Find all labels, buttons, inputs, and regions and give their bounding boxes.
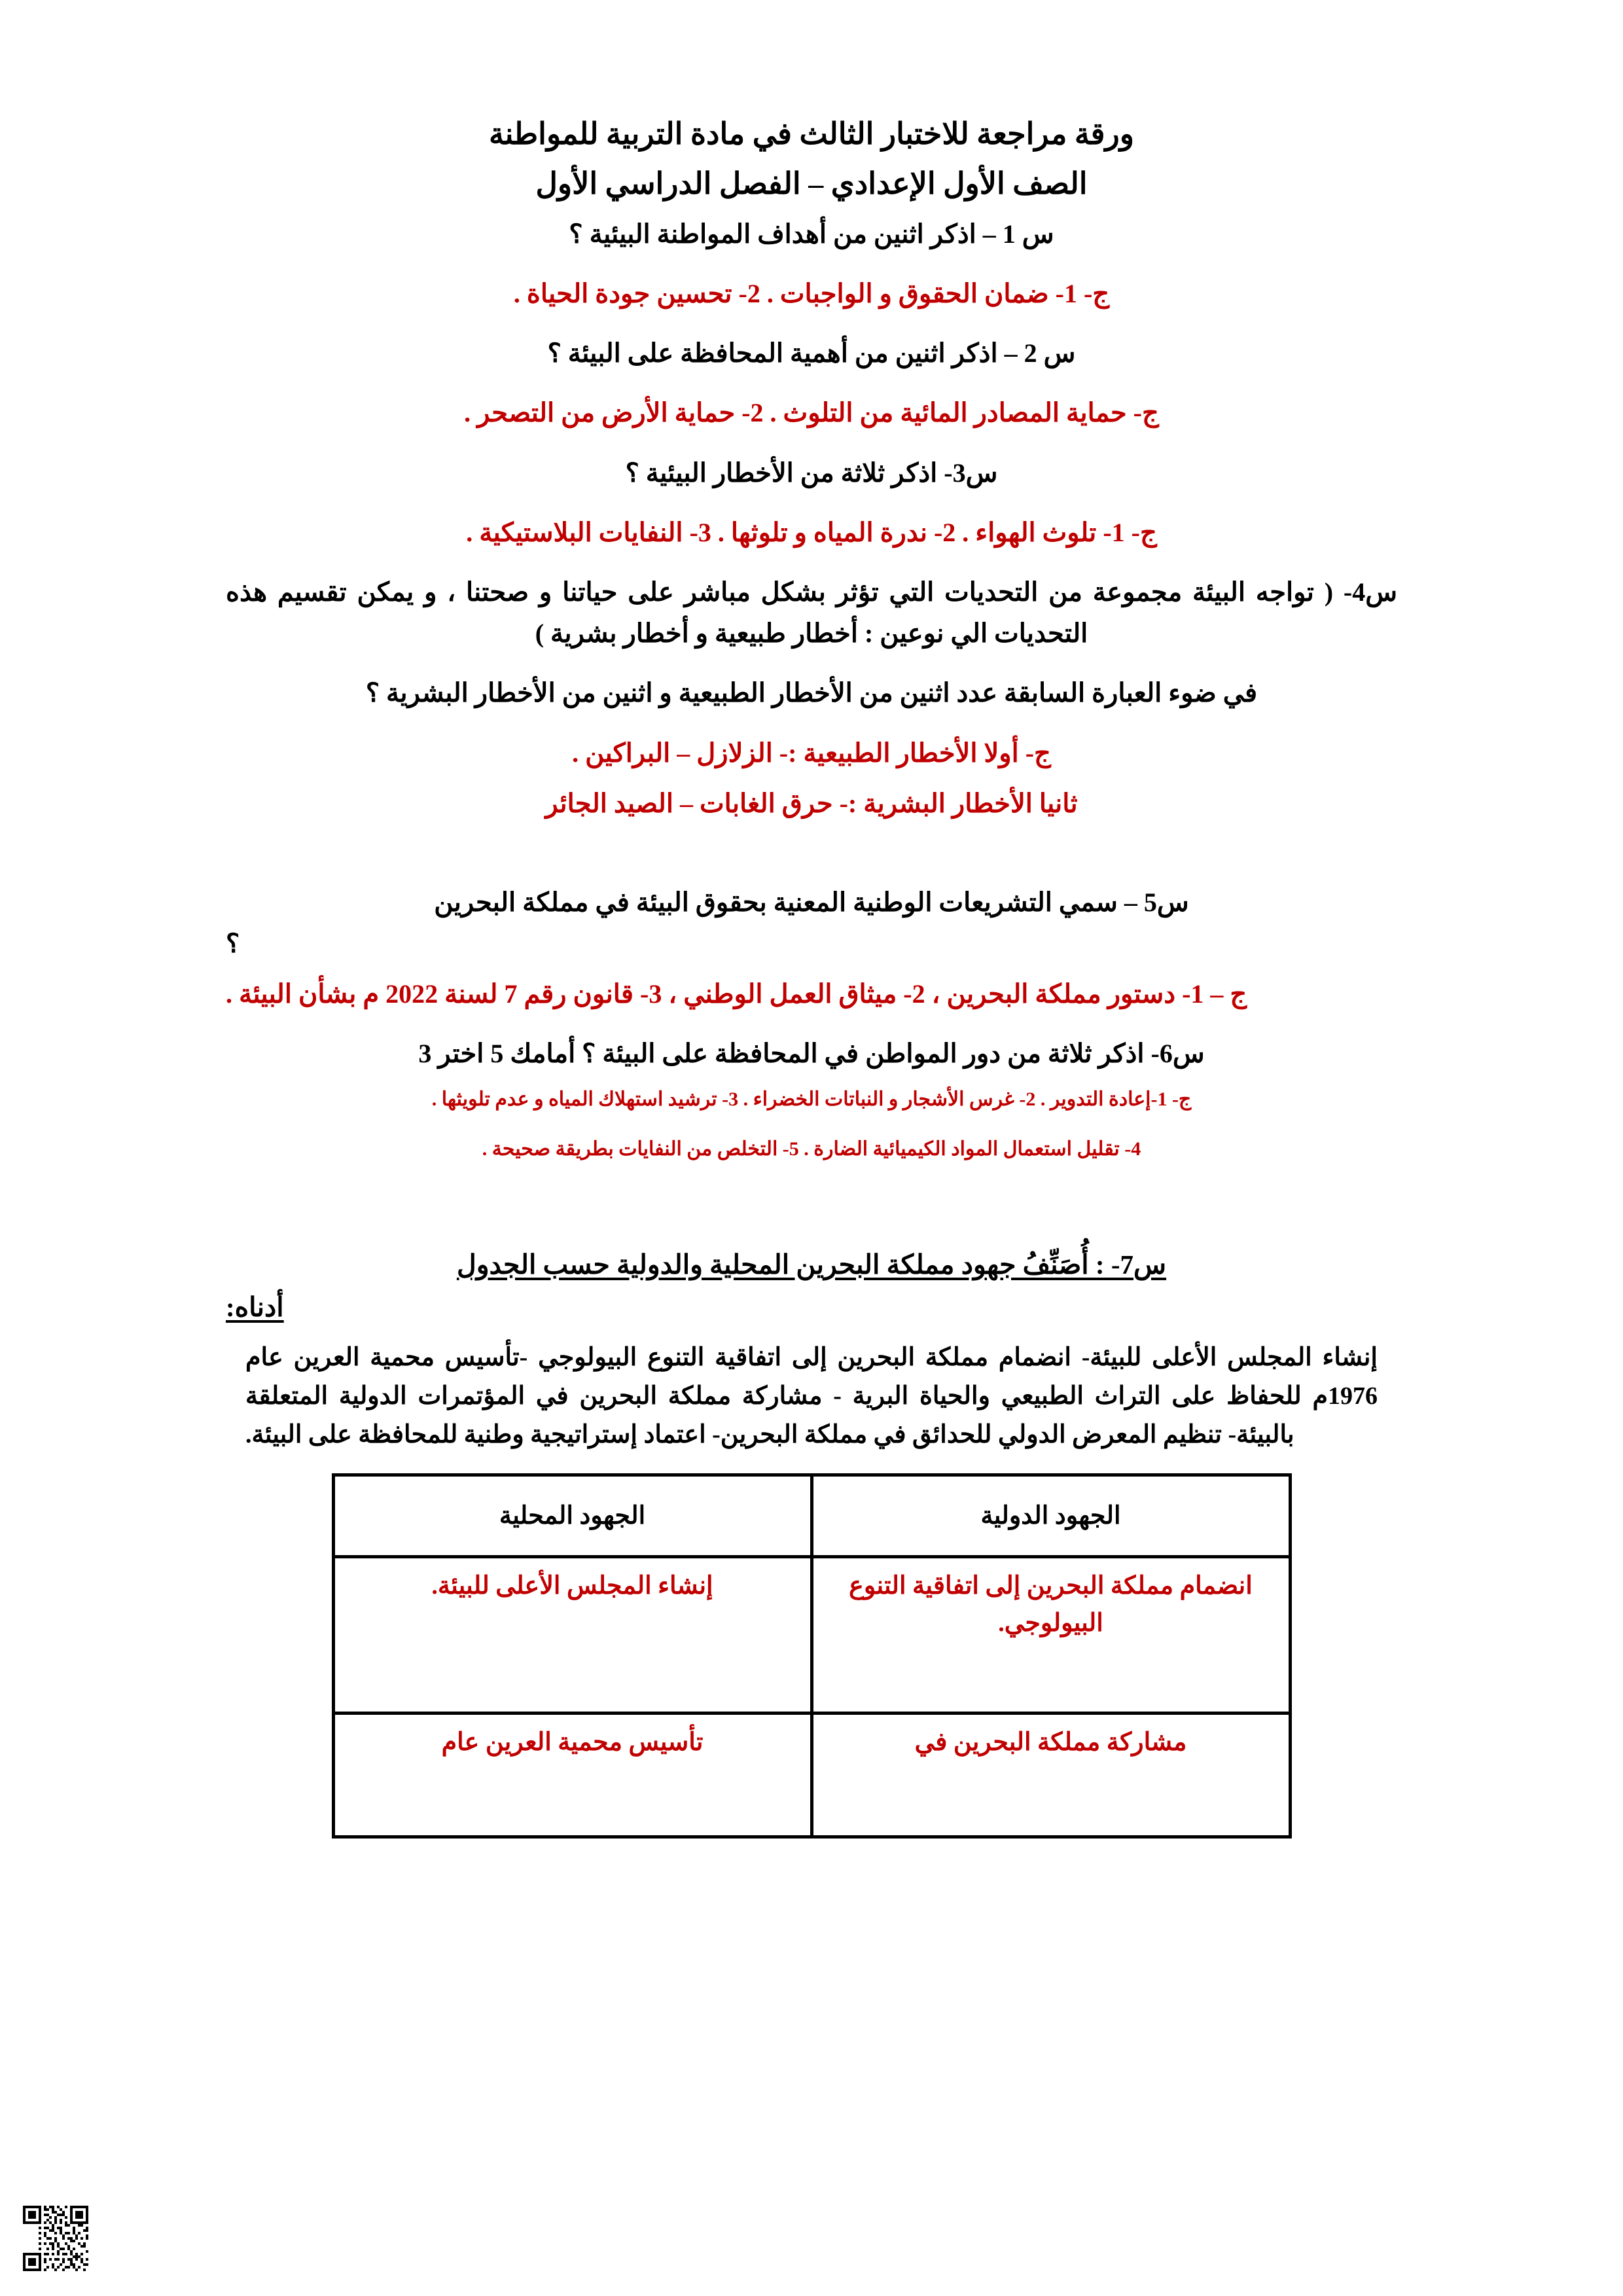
question-2-answer: ج- حماية المصادر المائية من التلوث . 2- حماية الأرض من التصحر . bbox=[464, 398, 1159, 428]
spacer bbox=[226, 314, 1397, 332]
spacer bbox=[226, 964, 1397, 973]
cell-international-2: مشاركة مملكة البحرين في bbox=[812, 1713, 1290, 1837]
spacer bbox=[226, 434, 1397, 452]
question-2-prompt: س 2 – اذكر اثنين من أهمية المحافظة على البيئة ؟ bbox=[547, 338, 1076, 368]
table-row bbox=[333, 1713, 1290, 1837]
column-header-international: الجهود الدولية bbox=[812, 1475, 1290, 1556]
column-header-local: الجهود المحلية bbox=[333, 1475, 812, 1556]
question-7-prompt-part-2: أدناه: bbox=[226, 1292, 284, 1323]
spacer bbox=[226, 493, 1397, 512]
question-3-prompt: س3- اذكر ثلاثة من الأخطار البيئية ؟ bbox=[625, 457, 998, 488]
question-7-body-text: إنشاء المجلس الأعلى للبيئة- انضمام مملكة البحرين إلى اتفاقية التنوع البيولوجي -تأسيس محمية العرين عام 1976م للحفاظ على التراث الطبيعي والحياة البرية - مشاركة مملكة البحرين في المؤتمرات الدولية المتعلقة بالبيئة- تنظيم المعرض الدولي للحدائق في مملكة البحرين- اعتماد إستراتيجية وطنية للمحافظة على البيئة. bbox=[245, 1343, 1378, 1449]
table-row bbox=[333, 1556, 1290, 1713]
question-5-prompt-mark: ؟ bbox=[226, 929, 240, 959]
question-4-prompt-part-2: في ضوء العبارة السابقة عدد اثنين من الأخطار الطبيعية و اثنين من الأخطار البشرية ؟ bbox=[365, 678, 1258, 708]
spacer bbox=[226, 255, 1397, 273]
spacer bbox=[226, 1329, 1397, 1338]
question-4-prompt-part-1: س4- ( تواجه البيئة مجموعة من التحديات التي تؤثر بشكل مباشر على حياتنا و صحتنا ، و يمكن تقسيم هذه التحديات الي نوعين : أخطار طبيعية و أخطار بشرية ) bbox=[226, 577, 1398, 649]
question-5-answer: ج – 1- دستور مملكة البحرين ، 2- ميثاق العمل الوطني ، 3- قانون رقم 7 لسنة 2022 م بشأن البيئة . bbox=[226, 979, 1247, 1009]
question-3-answer: ج- 1- تلوث الهواء . 2- ندرة المياه و تلوثها . 3- النفايات البلاستيكية . bbox=[466, 517, 1157, 547]
efforts-table bbox=[332, 1473, 1292, 1839]
efforts-table-body bbox=[333, 1556, 1290, 1837]
efforts-table-head bbox=[333, 1475, 1290, 1556]
cell-international-1: انضمام مملكة البحرين إلى اتفاقية التنوع البيولوجي. bbox=[812, 1556, 1290, 1713]
spacer bbox=[226, 824, 1397, 882]
question-6-answer-part-2: 4- تقليل استعمال المواد الكيميائية الضارة . 5- التخلص من النفايات بطريقة صحيحة . bbox=[482, 1138, 1141, 1160]
question-1-prompt: س 1 – اذكر اثنين من أهداف المواطنة البيئية ؟ bbox=[569, 219, 1054, 249]
question-4-answer-natural: ج- أولا الأخطار الطبيعية :- الزلازل – البراكين . bbox=[572, 738, 1051, 768]
spacer bbox=[226, 1075, 1397, 1084]
spacer bbox=[226, 1455, 1397, 1473]
spacer bbox=[226, 714, 1397, 732]
spacer bbox=[226, 774, 1397, 783]
question-1-answer: ج- 1- ضمان الحقوق و الواجبات . 2- تحسين جودة الحياة . bbox=[513, 279, 1110, 308]
table-header-row bbox=[333, 1475, 1290, 1556]
cell-local-1: إنشاء المجلس الأعلى للبيئة. bbox=[333, 1556, 812, 1713]
question-4-answer-human: ثانيا الأخطار البشرية :- حرق الغابات – الصيد الجائر bbox=[545, 788, 1078, 818]
question-5-prompt: س5 – سمي التشريعات الوطنية المعنية بحقوق البيئة في مملكة البحرين bbox=[434, 887, 1189, 917]
document-content bbox=[226, 111, 1397, 1839]
question-7-prompt-part-1: س7- : أُصَنِّفُ جهود مملكة البحرين المحلية والدولية حسب الجدول bbox=[456, 1249, 1167, 1280]
document-title: ورقة مراجعة للاختبار الثالث في مادة التربية للمواطنة bbox=[489, 117, 1134, 151]
spacer bbox=[226, 654, 1397, 672]
question-6-answer-part-1: ج- 1-إعادة التدوير . 2- غرس الأشجار و النباتات الخضراء . 3- ترشيد استهلاك المياه و عدم تلويثها . bbox=[431, 1088, 1192, 1110]
spacer bbox=[226, 374, 1397, 392]
spacer bbox=[226, 553, 1397, 571]
question-6-prompt: س6- اذكر ثلاثة من دور المواطن في المحافظة على البيئة ؟ أمامك 5 اختر 3 bbox=[418, 1039, 1205, 1069]
qr-code-icon bbox=[23, 2206, 88, 2271]
spacer bbox=[226, 1115, 1397, 1134]
cell-local-2: تأسيس محمية العرين عام bbox=[333, 1713, 812, 1837]
spacer bbox=[226, 1014, 1397, 1033]
document-subtitle: الصف الأول الإعدادي – الفصل الدراسي الأول bbox=[535, 166, 1088, 200]
spacer bbox=[226, 1165, 1397, 1244]
